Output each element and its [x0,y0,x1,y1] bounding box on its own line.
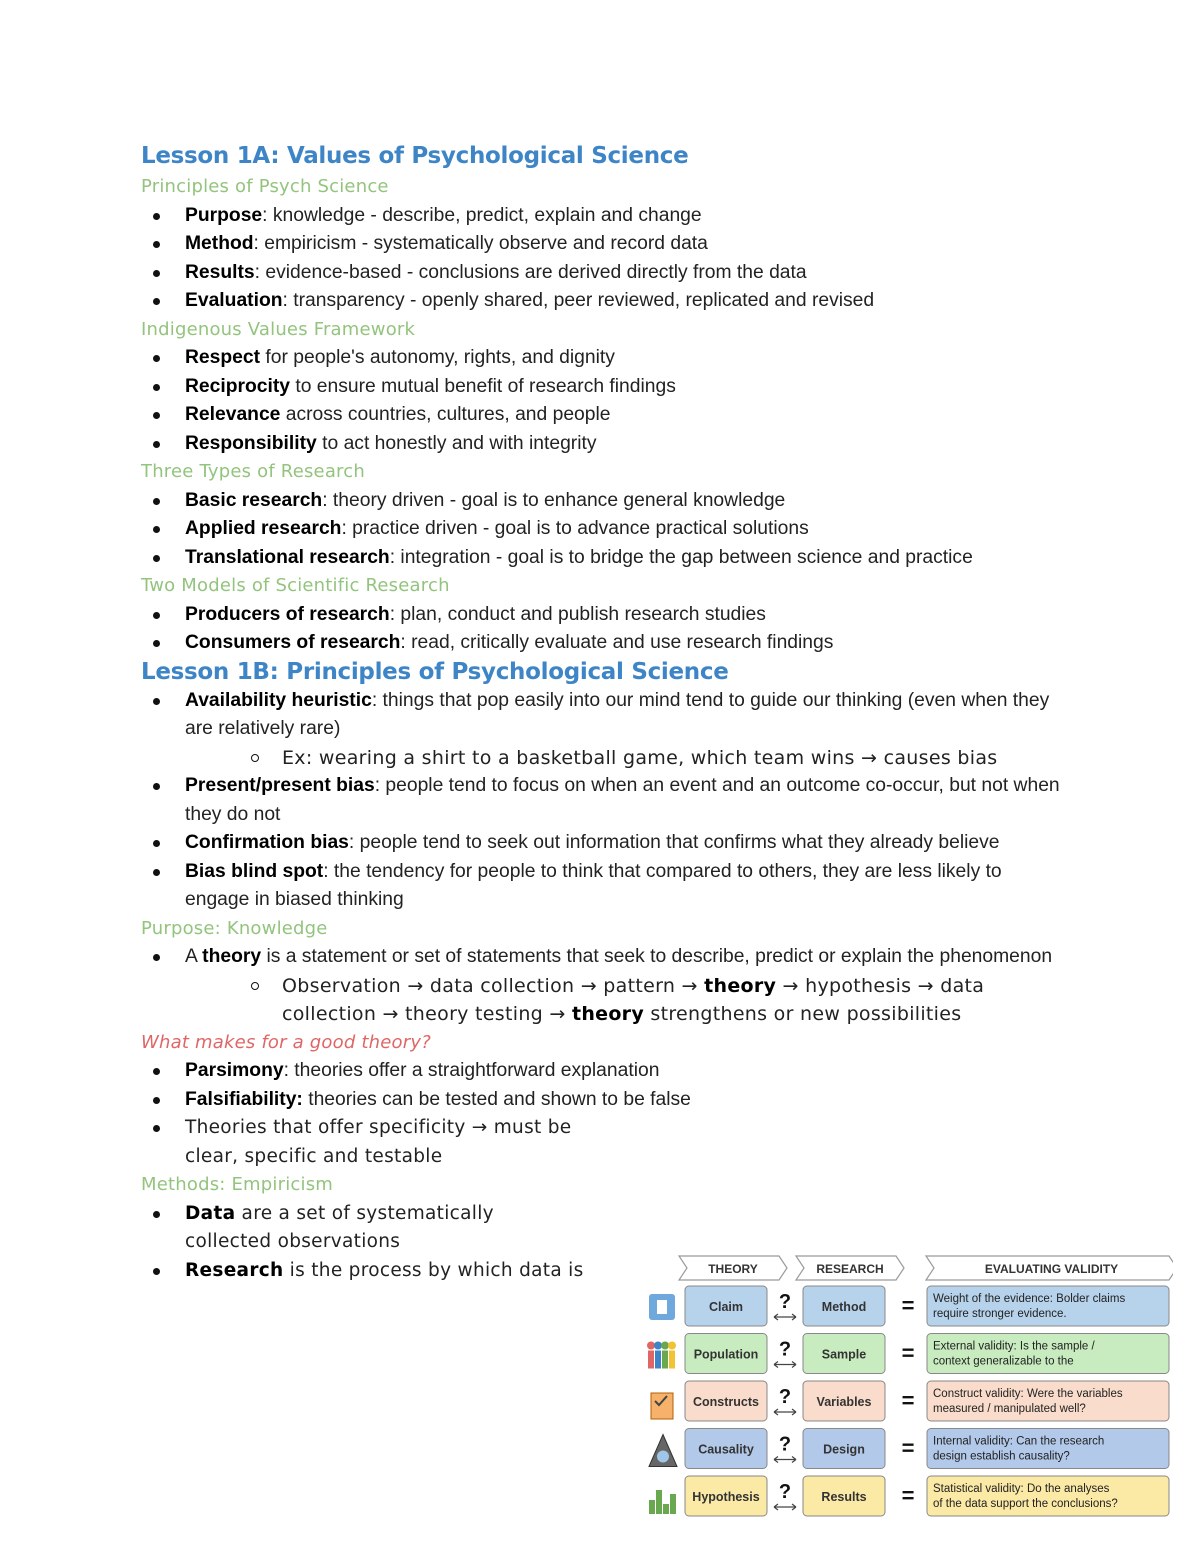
list-item: Applied research: practice driven - goal is to advance practical solutions [141,515,1081,544]
header-label: THEORY [708,1262,758,1276]
research-label: Design [823,1442,865,1457]
validity-text-line: design establish causality? [933,1450,1070,1463]
list-item: Consumers of research: read, critically evaluate and use research findings [141,629,1081,658]
list-item: Respect for people's autonomy, rights, and dignity [141,344,1081,373]
list-item: Theories that offer specificity → must be clear, specific and testable [141,1114,1081,1171]
bar-chart-icon [649,1500,655,1514]
theory-label: Claim [708,1300,744,1314]
purpose-list [141,943,1081,1029]
theory-label: Constructs [693,1395,759,1409]
principles-list [141,202,1081,316]
list-item: Responsibility to act honestly and with integrity [141,430,1081,459]
validity-text-line: of the data support the conclusions? [933,1498,1118,1510]
validity-text-line: Statistical validity: Do the analyses [933,1483,1110,1495]
list-item: Method: empiricism - systematically observe and record data [141,230,1081,259]
people-icon [661,1342,669,1350]
research-label: Method [821,1300,867,1314]
list-item: Present/present bias: people tend to focus on when an event and an outcome co-occur, but not when they do not [141,772,1081,829]
validity-diagram [643,1252,1173,1522]
list-item: Confirmation bias: people tend to seek out information that confirms what they already believe [141,829,1081,858]
double-arrow-icon [774,1362,796,1368]
list-item: Evaluation: transparency - openly shared, peer reviewed, replicated and revised [141,287,1081,316]
people-icon-body [662,1351,668,1369]
people-icon [654,1342,662,1350]
list-item: Purpose: knowledge - describe, predict, explain and change [141,202,1081,231]
bias-list [141,687,1081,915]
validity-text-line: Weight of the evidence: Bolder claims [933,1293,1126,1305]
indigenous-list [141,344,1081,458]
list-item: Producers of research: plan, conduct and publish research studies [141,601,1081,630]
validity-box [927,1381,1169,1421]
bar-chart-icon [656,1490,662,1514]
list-item: Relevance across countries, cultures, and people [141,401,1081,430]
list-item: Falsifiability: theories can be tested and shown to be false [141,1086,1081,1115]
double-arrow-icon [774,1457,796,1463]
methods-heading: Methods: Empiricism [141,1174,334,1195]
good-theory-heading: What makes for a good theory? [141,1031,431,1053]
people-icon-body [648,1351,654,1369]
theory-label: Hypothesis [692,1490,760,1504]
people-icon-body [669,1351,675,1369]
checklist-icon [651,1393,673,1419]
purpose-heading: Purpose: Knowledge [141,917,328,939]
list-item: Data are a set of systematically collected observations [141,1200,1081,1257]
theory-label: Population [693,1347,759,1362]
research-label: Results [821,1490,867,1504]
bar-chart-icon [663,1504,669,1514]
sub-list-item: Observation → data collection → pattern → theory → hypothesis → data collection → theory testing → theory strengthens or new possibilities [141,972,1081,1029]
lesson-1b-title: Lesson 1B: Principles of Psychological Science [141,658,729,685]
list-item: Translational research: integration - goal is to bridge the gap between science and practice [141,544,1081,573]
equals-sign: = [901,1435,915,1461]
gears-icon-detail [657,1451,669,1463]
list-item: Bias blind spot: the tendency for people to think that compared to others, they are less likely to engage in biased thinking [141,858,1081,915]
question-mark-icon: ? [778,1481,792,1503]
research-types-heading: Three Types of Research [141,461,365,482]
validity-box [927,1476,1169,1516]
equals-sign: = [901,1293,915,1318]
validity-text-line: measured / manipulated well? [933,1403,1086,1415]
research-types-list [141,487,1081,573]
people-icon [647,1342,655,1350]
list-item: Basic research: theory driven - goal is to enhance general knowledge [141,487,1081,516]
header-label: EVALUATING VALIDITY [984,1262,1119,1276]
equals-sign: = [901,1340,915,1366]
validity-box [927,1429,1169,1469]
double-arrow-icon [774,1314,796,1320]
puzzle-icon-detail [657,1300,667,1314]
validity-text-line: Internal validity: Can the research [933,1435,1105,1448]
document-page [141,140,1081,1285]
question-mark-icon: ? [778,1386,792,1408]
question-mark-icon: ? [778,1433,792,1456]
lesson-1a-title: Lesson 1A: Values of Psychological Science [141,143,689,169]
theory-label: Causality [698,1442,754,1457]
people-icon-body [655,1351,661,1369]
double-arrow-icon [774,1409,796,1415]
list-item: Research is the process by which data is [141,1257,1081,1286]
equals-sign: = [901,1388,915,1413]
sub-list-item: Ex: wearing a shirt to a basketball game, which team wins → causes bias [141,744,1081,773]
validity-box [927,1286,1169,1326]
question-mark-icon: ? [778,1291,792,1313]
validity-text-line: require stronger evidence. [933,1308,1067,1320]
validity-text-line: External validity: Is the sample / [933,1340,1095,1353]
double-arrow-icon [774,1504,796,1510]
research-label: Variables [816,1395,872,1409]
research-label: Sample [821,1347,867,1362]
good-theory-list [141,1057,1081,1171]
equals-sign: = [901,1483,915,1508]
validity-text-line: Construct validity: Were the variables [933,1388,1123,1400]
bar-chart-icon [670,1494,676,1514]
models-heading: Two Models of Scientific Research [141,575,450,596]
indigenous-heading: Indigenous Values Framework [141,318,416,340]
models-list [141,601,1081,658]
header-label: RESEARCH [816,1262,884,1276]
list-item: Parsimony: theories offer a straightforward explanation [141,1057,1081,1086]
validity-box [927,1334,1169,1374]
validity-text-line: context generalizable to the [933,1355,1074,1368]
list-item: A theory is a statement or set of statements that seek to describe, predict or explain the phenomenon [141,943,1081,972]
list-item: Availability heuristic: things that pop easily into our mind tend to guide our thinking (even when they are relatively rare) [141,687,1081,744]
list-item: Reciprocity to ensure mutual benefit of research findings [141,373,1081,402]
people-icon [668,1342,676,1350]
principles-heading: Principles of Psych Science [141,176,389,197]
question-mark-icon: ? [778,1338,792,1361]
list-item: Results: evidence-based - conclusions are derived directly from the data [141,259,1081,288]
